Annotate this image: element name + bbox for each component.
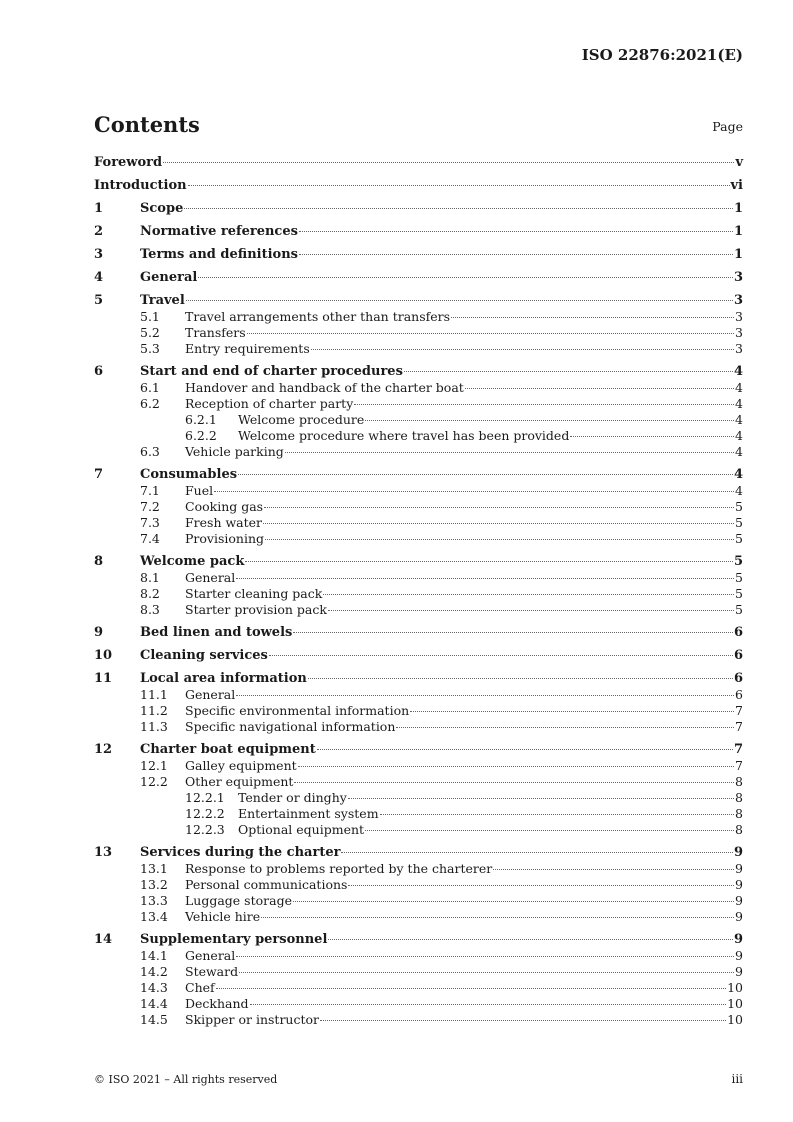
footer-page-number: iii bbox=[731, 1072, 743, 1086]
toc-entry[interactable] bbox=[94, 247, 743, 263]
toc-entry-title: Optional equipment bbox=[238, 822, 365, 837]
toc-entry-title: General bbox=[185, 570, 236, 585]
toc-entry[interactable] bbox=[94, 671, 743, 687]
toc-entry[interactable] bbox=[94, 602, 743, 618]
toc-entry-number: 5.3 bbox=[140, 341, 160, 356]
toc-entry[interactable] bbox=[94, 444, 743, 460]
dot-leader bbox=[269, 655, 733, 656]
toc-entry[interactable] bbox=[94, 515, 743, 531]
toc-entry[interactable] bbox=[94, 758, 743, 774]
toc-entry-number: 14.4 bbox=[140, 996, 168, 1011]
toc-entry-number: 8.2 bbox=[140, 586, 160, 601]
toc-entry-number: 8.3 bbox=[140, 602, 160, 617]
toc-entry[interactable] bbox=[94, 822, 743, 838]
toc-entry[interactable] bbox=[94, 570, 743, 586]
toc-entry-number: 14.5 bbox=[140, 1012, 168, 1027]
dot-leader bbox=[404, 371, 733, 372]
toc-entry-page: 7 bbox=[733, 742, 743, 757]
toc-entry-number: 3 bbox=[94, 247, 104, 262]
dot-leader bbox=[328, 610, 734, 611]
toc-entry-number: 7.2 bbox=[140, 499, 160, 514]
toc-entry-page: 8 bbox=[735, 822, 743, 837]
dot-leader bbox=[320, 1020, 726, 1021]
dot-leader bbox=[188, 185, 730, 186]
toc-entry-page: 8 bbox=[735, 806, 743, 821]
toc-entry-number: 12.2 bbox=[140, 774, 168, 789]
dot-leader bbox=[298, 766, 734, 767]
toc-entry-page: 10 bbox=[727, 1012, 743, 1027]
toc-entry[interactable] bbox=[94, 428, 743, 444]
dot-leader bbox=[317, 749, 733, 750]
toc-entry[interactable] bbox=[94, 499, 743, 515]
toc-entry-title: Welcome procedure bbox=[238, 412, 365, 427]
toc-entry-number: 12.2.2 bbox=[185, 806, 225, 821]
toc-entry-page: 5 bbox=[735, 531, 743, 546]
dot-leader bbox=[308, 678, 733, 679]
toc-entry[interactable] bbox=[94, 742, 743, 758]
toc-entry-title: Specific environmental information bbox=[185, 703, 410, 718]
toc-entry-title: Fresh water bbox=[185, 515, 263, 530]
toc-entry[interactable] bbox=[94, 554, 743, 570]
toc-entry-title: Local area information bbox=[140, 671, 307, 686]
toc-entry-title: Travel arrangements other than transfers bbox=[185, 309, 451, 324]
toc-entry-title: Steward bbox=[185, 964, 239, 979]
dot-leader bbox=[184, 208, 733, 209]
toc-entry-title: Travel bbox=[140, 293, 185, 308]
toc-entry-title: Reception of charter party bbox=[185, 396, 354, 411]
toc-entry-number: 2 bbox=[94, 224, 104, 239]
contents-heading: Contents bbox=[94, 112, 200, 137]
toc-entry[interactable] bbox=[94, 396, 743, 412]
toc-entry[interactable] bbox=[94, 293, 743, 309]
dot-leader bbox=[236, 695, 734, 696]
toc-entry-number: 1 bbox=[94, 201, 104, 216]
dot-leader bbox=[365, 420, 734, 421]
toc-entry-title: Personal communications bbox=[185, 877, 348, 892]
toc-entry-page: 4 bbox=[735, 483, 743, 498]
toc-entry-page: 3 bbox=[735, 341, 743, 356]
toc-entry-title: Entertainment system bbox=[238, 806, 379, 821]
toc-entry-page: 9 bbox=[735, 964, 743, 979]
dot-leader bbox=[216, 988, 726, 989]
dot-leader bbox=[328, 939, 733, 940]
toc-entry-title: Welcome pack bbox=[140, 554, 245, 569]
dot-leader bbox=[245, 561, 733, 562]
toc-entry-title: Chef bbox=[185, 980, 215, 995]
page-column-label: Page bbox=[712, 119, 743, 134]
dot-leader bbox=[451, 317, 734, 318]
toc-entry-number: 14.1 bbox=[140, 948, 168, 963]
toc-entry-page: 4 bbox=[733, 364, 743, 379]
toc-entry-number: 5.2 bbox=[140, 325, 160, 340]
toc-entry[interactable] bbox=[94, 996, 743, 1012]
toc-entry-page: 3 bbox=[735, 309, 743, 324]
toc-entry[interactable] bbox=[94, 687, 743, 703]
toc-entry-number: 14.3 bbox=[140, 980, 168, 995]
dot-leader bbox=[341, 852, 733, 853]
toc-entry-title: Other equipment bbox=[185, 774, 294, 789]
dot-leader bbox=[396, 727, 734, 728]
dot-leader bbox=[236, 956, 734, 957]
toc-entry-number: 12.2.3 bbox=[185, 822, 225, 837]
toc-entry[interactable] bbox=[94, 703, 743, 719]
toc-entry[interactable] bbox=[94, 380, 743, 396]
toc-entry-number: 12.1 bbox=[140, 758, 168, 773]
dot-leader bbox=[285, 452, 734, 453]
toc-entry-page: 1 bbox=[733, 224, 743, 239]
toc-entry[interactable] bbox=[94, 483, 743, 499]
toc-entry-title: Starter cleaning pack bbox=[185, 586, 323, 601]
dot-leader bbox=[198, 277, 733, 278]
toc-entry-number: 13.2 bbox=[140, 877, 168, 892]
toc-entry[interactable] bbox=[94, 341, 743, 357]
toc-entry[interactable] bbox=[94, 625, 743, 641]
dot-leader bbox=[236, 578, 734, 579]
toc-entry-number: 8 bbox=[94, 554, 104, 569]
toc-entry[interactable] bbox=[94, 467, 743, 483]
toc-entry-number: 14.2 bbox=[140, 964, 168, 979]
toc-entry-number: 13.1 bbox=[140, 861, 168, 876]
toc-entry-title: Scope bbox=[140, 201, 184, 216]
toc-entry-page: 9 bbox=[733, 932, 743, 947]
toc-entry-number: 6 bbox=[94, 364, 104, 379]
toc-entry[interactable] bbox=[94, 270, 743, 286]
toc-entry-page: 4 bbox=[735, 444, 743, 459]
toc-entry-number: 13 bbox=[94, 845, 113, 860]
toc-entry-page: 9 bbox=[735, 909, 743, 924]
toc-entry-number: 10 bbox=[94, 648, 113, 663]
toc-entry-title: Bed linen and towels bbox=[140, 625, 293, 640]
toc-entry-title: Terms and definitions bbox=[140, 247, 298, 262]
toc-entry[interactable] bbox=[94, 155, 743, 171]
toc-entry[interactable] bbox=[94, 364, 743, 380]
toc-entry-number: 14 bbox=[94, 932, 113, 947]
toc-entry[interactable] bbox=[94, 861, 743, 877]
toc-entry-page: 3 bbox=[733, 293, 743, 308]
toc-entry-page: 7 bbox=[735, 703, 743, 718]
toc-entry-page: 6 bbox=[733, 625, 743, 640]
dot-leader bbox=[299, 254, 733, 255]
table-of-contents bbox=[94, 155, 743, 1028]
toc-entry-number: 12 bbox=[94, 742, 113, 757]
toc-entry[interactable] bbox=[94, 845, 743, 861]
toc-entry-title: Skipper or instructor bbox=[185, 1012, 319, 1027]
toc-entry-page: 5 bbox=[735, 570, 743, 585]
toc-entry-page: 4 bbox=[735, 428, 743, 443]
toc-entry[interactable] bbox=[94, 309, 743, 325]
toc-entry-title: Services during the charter bbox=[140, 845, 341, 860]
toc-entry-number: 6.2.2 bbox=[185, 428, 217, 443]
toc-entry[interactable] bbox=[94, 719, 743, 735]
toc-entry[interactable] bbox=[94, 531, 743, 547]
toc-entry-title: Handover and handback of the charter boat bbox=[185, 380, 464, 395]
toc-entry-page: 6 bbox=[733, 648, 743, 663]
toc-entry-page: 9 bbox=[733, 845, 743, 860]
toc-entry-title: Supplementary personnel bbox=[140, 932, 328, 947]
toc-entry-page: 5 bbox=[735, 499, 743, 514]
toc-entry-title: Vehicle hire bbox=[185, 909, 261, 924]
toc-entry-title: Welcome procedure where travel has been provided bbox=[238, 428, 570, 443]
toc-entry-page: 10 bbox=[727, 980, 743, 995]
toc-entry-title: General bbox=[140, 270, 198, 285]
dot-leader bbox=[293, 901, 734, 902]
dot-leader bbox=[354, 404, 734, 405]
dot-leader bbox=[214, 491, 734, 492]
toc-entry-page: 7 bbox=[735, 758, 743, 773]
dot-leader bbox=[163, 162, 734, 163]
toc-entry-number: 6.3 bbox=[140, 444, 160, 459]
toc-entry-title: Provisioning bbox=[185, 531, 265, 546]
toc-entry-title: Cooking gas bbox=[185, 499, 264, 514]
toc-entry-title: Foreword bbox=[94, 155, 163, 170]
toc-entry-page: 6 bbox=[733, 671, 743, 686]
toc-entry-number: 11.1 bbox=[140, 687, 168, 702]
toc-entry[interactable] bbox=[94, 964, 743, 980]
toc-entry-title: Galley equipment bbox=[185, 758, 297, 773]
toc-entry-page: 4 bbox=[733, 467, 743, 482]
toc-entry-title: General bbox=[185, 687, 236, 702]
toc-entry[interactable] bbox=[94, 980, 743, 996]
toc-entry-number: 11.2 bbox=[140, 703, 168, 718]
toc-entry-title: Transfers bbox=[185, 325, 246, 340]
toc-entry-title: Fuel bbox=[185, 483, 214, 498]
copyright-footer: © ISO 2021 – All rights reserved bbox=[94, 1073, 278, 1086]
toc-entry-number: 7.1 bbox=[140, 483, 160, 498]
toc-entry-page: 9 bbox=[735, 948, 743, 963]
toc-entry-number: 7.4 bbox=[140, 531, 160, 546]
toc-entry-number: 11 bbox=[94, 671, 113, 686]
dot-leader bbox=[265, 539, 734, 540]
dot-leader bbox=[493, 869, 734, 870]
dot-leader bbox=[323, 594, 734, 595]
dot-leader bbox=[293, 632, 733, 633]
toc-entry-title: Specific navigational information bbox=[185, 719, 396, 734]
toc-entry-page: 8 bbox=[735, 790, 743, 805]
toc-entry-page: 5 bbox=[735, 602, 743, 617]
dot-leader bbox=[239, 972, 734, 973]
document-id: ISO 22876:2021(E) bbox=[581, 46, 743, 64]
toc-entry-page: 9 bbox=[735, 861, 743, 876]
toc-entry-number: 12.2.1 bbox=[185, 790, 225, 805]
toc-entry-number: 13.4 bbox=[140, 909, 168, 924]
toc-entry-page: 1 bbox=[733, 201, 743, 216]
toc-entry-number: 8.1 bbox=[140, 570, 160, 585]
toc-entry[interactable] bbox=[94, 909, 743, 925]
toc-entry-page: 5 bbox=[735, 586, 743, 601]
toc-entry-page: 8 bbox=[735, 774, 743, 789]
toc-entry-title: General bbox=[185, 948, 236, 963]
toc-entry-title: Entry requirements bbox=[185, 341, 310, 356]
toc-entry[interactable] bbox=[94, 932, 743, 948]
toc-entry-title: Luggage storage bbox=[185, 893, 292, 908]
toc-entry[interactable] bbox=[94, 1012, 743, 1028]
toc-entry-title: Response to problems reported by the charterer bbox=[185, 861, 493, 876]
dot-leader bbox=[380, 814, 734, 815]
dot-leader bbox=[465, 388, 734, 389]
toc-entry-title: Deckhand bbox=[185, 996, 249, 1011]
toc-entry-number: 6.2 bbox=[140, 396, 160, 411]
dot-leader bbox=[365, 830, 734, 831]
toc-entry-title: Normative references bbox=[140, 224, 298, 239]
toc-entry-page: 1 bbox=[733, 247, 743, 262]
dot-leader bbox=[294, 782, 734, 783]
toc-entry[interactable] bbox=[94, 648, 743, 664]
dot-leader bbox=[261, 917, 734, 918]
dot-leader bbox=[186, 300, 733, 301]
dot-leader bbox=[348, 885, 734, 886]
toc-entry[interactable] bbox=[94, 412, 743, 428]
toc-entry-number: 6.1 bbox=[140, 380, 160, 395]
toc-entry-page: 5 bbox=[733, 554, 743, 569]
toc-entry-number: 5 bbox=[94, 293, 104, 308]
toc-entry-title: Cleaning services bbox=[140, 648, 268, 663]
toc-entry-number: 7.3 bbox=[140, 515, 160, 530]
dot-leader bbox=[299, 231, 733, 232]
dot-leader bbox=[311, 349, 734, 350]
toc-entry[interactable] bbox=[94, 877, 743, 893]
toc-entry-number: 13.3 bbox=[140, 893, 168, 908]
toc-entry-page: 6 bbox=[735, 687, 743, 702]
toc-entry[interactable] bbox=[94, 790, 743, 806]
toc-entry-number: 7 bbox=[94, 467, 104, 482]
toc-entry-number: 4 bbox=[94, 270, 104, 285]
toc-entry-page: v bbox=[735, 155, 743, 170]
toc-entry-page: 4 bbox=[735, 396, 743, 411]
dot-leader bbox=[570, 436, 734, 437]
toc-entry-number: 9 bbox=[94, 625, 104, 640]
toc-entry-number: 11.3 bbox=[140, 719, 168, 734]
toc-entry-title: Vehicle parking bbox=[185, 444, 284, 459]
dot-leader bbox=[264, 507, 734, 508]
dot-leader bbox=[238, 474, 733, 475]
toc-entry-page: vi bbox=[730, 178, 743, 193]
toc-entry-page: 10 bbox=[727, 996, 743, 1011]
toc-entry[interactable] bbox=[94, 893, 743, 909]
dot-leader bbox=[348, 798, 734, 799]
toc-entry-page: 7 bbox=[735, 719, 743, 734]
toc-entry-title: Start and end of charter procedures bbox=[140, 364, 403, 379]
toc-entry-title: Tender or dinghy bbox=[238, 790, 347, 805]
toc-entry[interactable] bbox=[94, 774, 743, 790]
toc-entry[interactable] bbox=[94, 806, 743, 822]
toc-entry-page: 5 bbox=[735, 515, 743, 530]
toc-entry-page: 4 bbox=[735, 412, 743, 427]
toc-entry[interactable] bbox=[94, 224, 743, 240]
toc-entry-page: 3 bbox=[735, 325, 743, 340]
dot-leader bbox=[410, 711, 734, 712]
toc-entry-title: Charter boat equipment bbox=[140, 742, 316, 757]
dot-leader bbox=[263, 523, 734, 524]
toc-entry[interactable] bbox=[94, 948, 743, 964]
toc-entry-number: 6.2.1 bbox=[185, 412, 217, 427]
dot-leader bbox=[247, 333, 734, 334]
toc-entry-page: 9 bbox=[735, 877, 743, 892]
toc-entry-number: 5.1 bbox=[140, 309, 160, 324]
toc-entry-title: Starter provision pack bbox=[185, 602, 327, 617]
toc-entry-title: Introduction bbox=[94, 178, 187, 193]
toc-entry-page: 9 bbox=[735, 893, 743, 908]
toc-entry[interactable] bbox=[94, 586, 743, 602]
toc-entry-page: 3 bbox=[733, 270, 743, 285]
dot-leader bbox=[250, 1004, 727, 1005]
toc-entry-page: 4 bbox=[735, 380, 743, 395]
toc-entry[interactable] bbox=[94, 178, 743, 194]
toc-entry-title: Consumables bbox=[140, 467, 238, 482]
toc-entry[interactable] bbox=[94, 325, 743, 341]
toc-entry[interactable] bbox=[94, 201, 743, 217]
